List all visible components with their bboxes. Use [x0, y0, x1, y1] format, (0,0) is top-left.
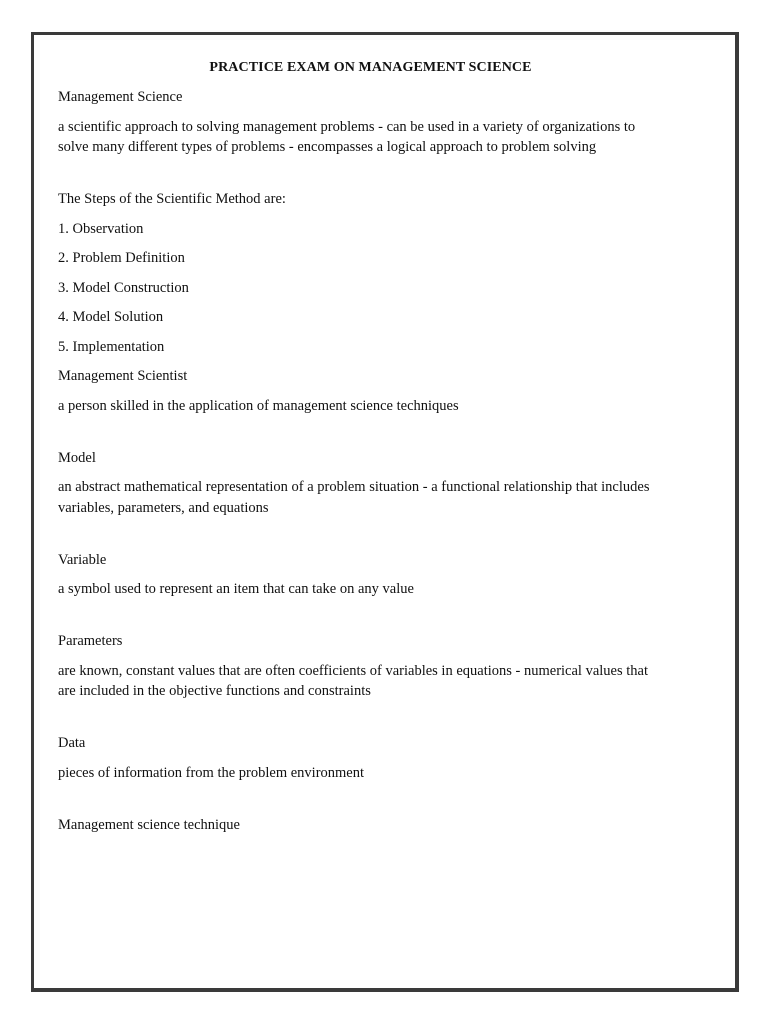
spacer — [58, 793, 658, 815]
definition-model: an abstract mathematical representation of a problem situation - a functional relationship that includes variables, parameters, and equations — [58, 479, 650, 516]
step-item: 1. Observation — [58, 220, 144, 237]
spacer — [58, 426, 658, 448]
term-data: Data — [58, 735, 86, 751]
spacer — [58, 609, 658, 631]
definition-management-scientist: a person skilled in the application of management science techniques — [58, 397, 459, 414]
definition-management-science: a scientific approach to solving management problems - can be used in a variety of organizations to solve many different types of problems - encompasses a logical approach to problem solving — [58, 118, 636, 155]
term-management-scientist: Management Scientist — [58, 368, 188, 384]
steps-heading: The Steps of the Scientific Method are: — [58, 191, 286, 207]
step-item: 3. Model Construction — [58, 279, 189, 296]
step-item: 2. Problem Definition — [58, 250, 185, 266]
definition-variable: a symbol used to represent an item that can take on any value — [58, 581, 414, 597]
term-model: Model — [58, 449, 96, 466]
definition-data: pieces of information from the problem environment — [58, 764, 365, 781]
step-item: 5. Implementation — [58, 338, 165, 355]
term-parameters: Parameters — [58, 633, 123, 649]
step-item: 4. Model Solution — [58, 309, 164, 325]
term-management-science-technique: Management science technique — [58, 816, 240, 833]
spacer — [58, 167, 658, 189]
spacer — [58, 711, 658, 733]
term-variable: Variable — [58, 551, 107, 568]
definition-parameters: are known, constant values that are often coefficients of variables in equations - numerical values that are included in the objective functions and constraints — [58, 662, 648, 699]
document-content — [58, 58, 658, 844]
document-title: PRACTICE EXAM ON MANAGEMENT SCIENCE — [209, 60, 532, 75]
spacer — [58, 528, 658, 550]
term-management-science: Management Science — [58, 89, 183, 105]
